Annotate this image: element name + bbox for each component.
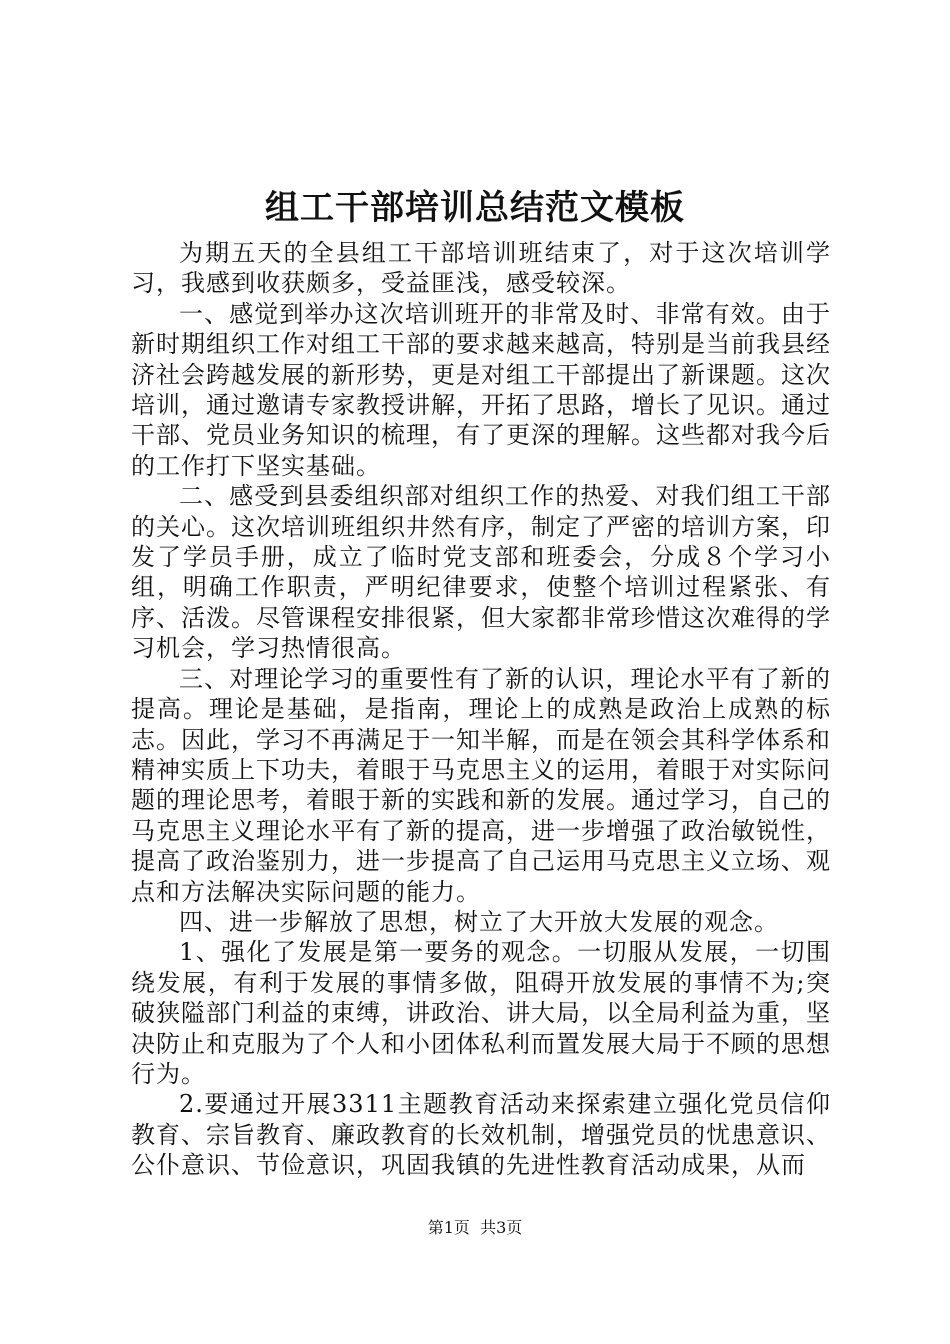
document-title: 组工干部培训总结范文模板 <box>265 188 685 228</box>
paragraph-section-3: 三、对理论学习的重要性有了新的认识，理论水平有了新的提高。理论是基础，是指南，理论上的成熟是政治上成熟的标志。因此，学习不再满足于一知半解，而是在领会其科学体系和精神实质上下功夫，着眼于马克思主义的运用，着眼于对实际问题的理论思考，着眼于新的实践和新的发展。通过学习，自己的马克思主义理论水平有了新的提高，进一步增强了政治敏锐性，提高了政治鉴别力，进一步提高了自己运用马克思主义立场、观点和方法解决实际问题的能力。 <box>131 664 831 906</box>
document-body <box>131 238 831 1181</box>
paragraph-item-2: 2.要通过开展3311主题教育活动来探索建立强化党员信仰教育、宗旨教育、廉政教育的长效机制，增强党员的忧患意识、公仆意识、节俭意识，巩固我镇的先进性教育活动成果，从而 <box>131 1090 831 1180</box>
paragraph-section-2: 二、感受到县委组织部对组织工作的热爱、对我们组工干部的关心。这次培训班组织井然有序，制定了严密的培训方案，印发了学员手册，成立了临时党支部和班委会，分成８个学习小组，明确工作职责，严明纪律要求，使整个培训过程紧张、有序、活泼。尽管课程安排很紧，但大家都非常珍惜这次难得的学习机会，学习热情很高。 <box>131 482 831 663</box>
paragraph-section-4: 四、进一步解放了思想，树立了大开放大发展的观念。 <box>179 907 779 936</box>
paragraph-item-1: 1、强化了发展是第一要务的观念。一切服从发展，一切围绕发展，有利于发展的事情多做，阻碍开放发展的事情不为;突破狭隘部门利益的束缚，讲政治、讲大局，以全局利益为重，坚决防止和克服为了个人和小团体私利而置发展大局于不顾的思想行为。 <box>131 938 831 1088</box>
page-footer: 第1页 共3页 <box>427 1218 523 1237</box>
paragraph-section-1: 一、感觉到举办这次培训班开的非常及时、非常有效。由于新时期组织工作对组工干部的要求越来越高，特别是当前我县经济社会跨越发展的新形势，更是对组工干部提出了新课题。这次培训，通过邀请专家教授讲解，开拓了思路，增长了见识。通过干部、党员业务知识的梳理，有了更深的理解。这些都对我今后的工作打下坚实基础。 <box>131 299 831 480</box>
paragraph-intro: 为期五天的全县组工干部培训班结束了，对于这次培训学习，我感到收获颇多，受益匪浅，感受较深。 <box>131 239 831 298</box>
